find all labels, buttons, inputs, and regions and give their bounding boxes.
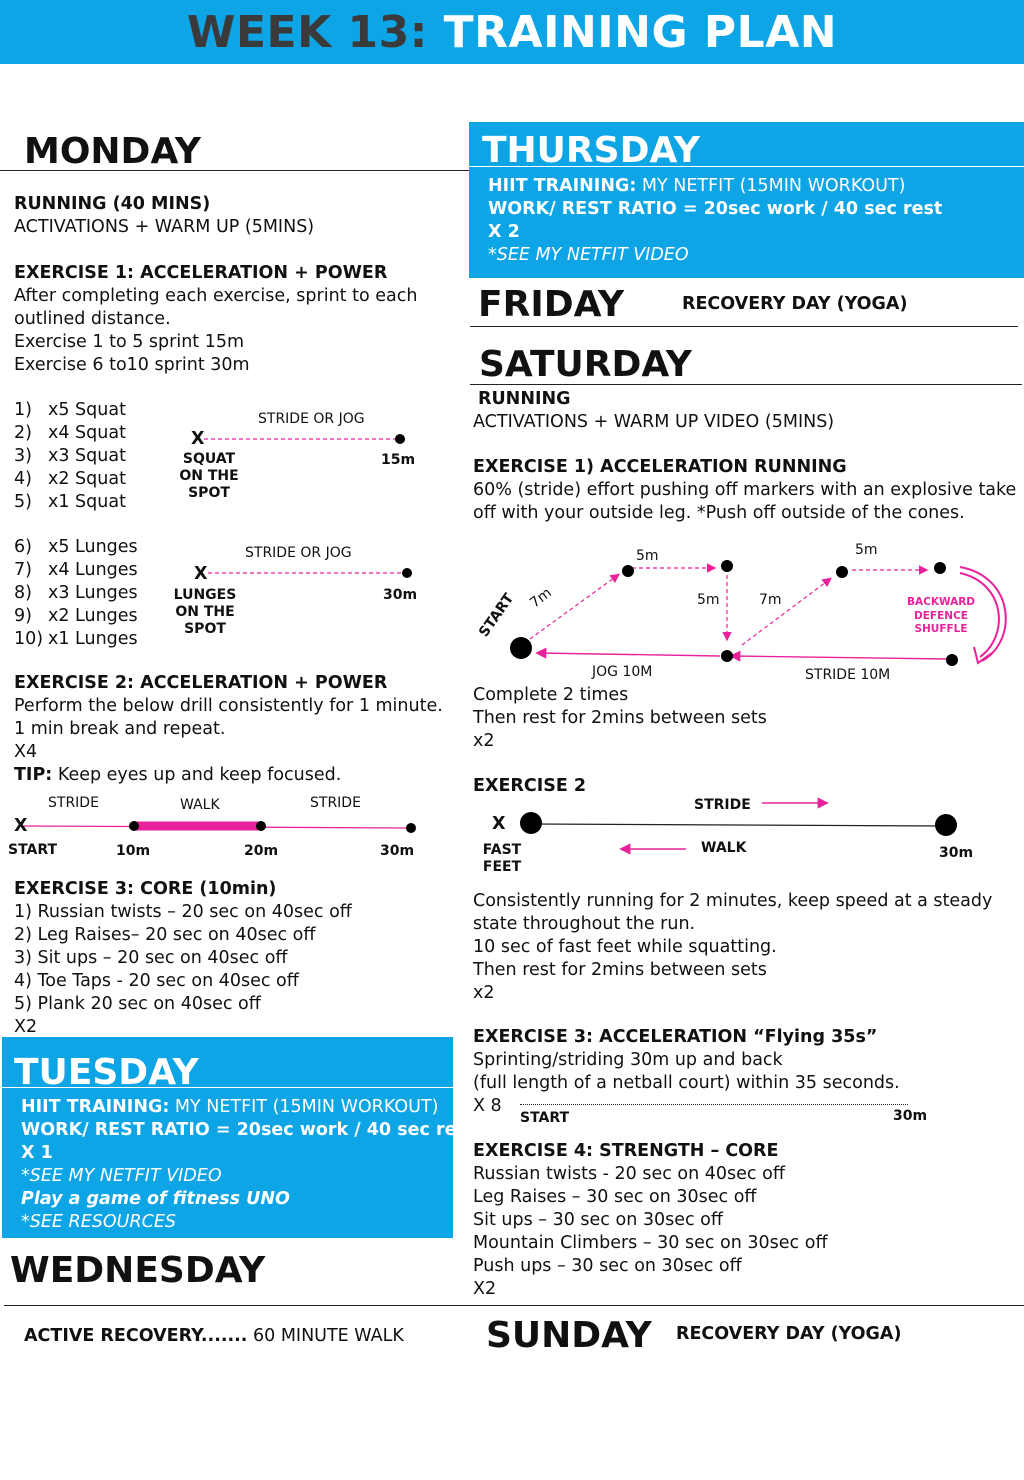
list-item: 1) x5 Squat xyxy=(14,400,126,420)
thursday-rule xyxy=(469,166,1024,167)
ex3-dotted-track xyxy=(520,1104,908,1105)
drill-30m: 30m xyxy=(380,843,415,859)
friday-rule xyxy=(470,326,1018,327)
drill-start: START xyxy=(8,842,58,858)
wednesday-rule xyxy=(4,1305,1024,1306)
lunge-diagram-top: STRIDE OR JOG xyxy=(245,545,352,561)
lunge-diagram-label: LUNGES ON THE SPOT xyxy=(173,587,237,637)
monday-ex1-title: EXERCISE 1: ACCELERATION + POWER xyxy=(14,263,388,283)
accel-shuffle: BACKWARD DEFENCE SHUFFLE xyxy=(906,596,975,635)
accel-start: START xyxy=(476,590,518,641)
saturday-ex2-title: EXERCISE 2 xyxy=(473,776,587,796)
ex2-stride-label: STRIDE xyxy=(694,797,751,813)
text-line: X 8 xyxy=(473,1096,502,1116)
thursday-hiit: HIIT TRAINING: MY NETFIT (15MIN WORKOUT) xyxy=(488,176,906,196)
monday-ex3-title: EXERCISE 3: CORE (10min) xyxy=(14,879,277,899)
monday-ex1-text xyxy=(14,285,417,377)
lunge-diagram-x: X xyxy=(194,564,208,584)
squat-diagram-x: X xyxy=(191,429,205,449)
text-line: Perform the below drill consistently for 1 minute. xyxy=(14,696,443,716)
tuesday-ratio: WORK/ REST RATIO = 20sec work / 40 sec rest xyxy=(21,1120,476,1140)
text-line: 3) Sit ups – 20 sec on 40sec off xyxy=(14,948,288,968)
text-line: state throughout the run. xyxy=(473,914,696,934)
saturday-ex4-text xyxy=(473,1163,828,1301)
saturday-ex1-title: EXERCISE 1) ACCELERATION RUNNING xyxy=(473,457,847,477)
saturday-activations: ACTIVATIONS + WARM UP VIDEO (5MINS) xyxy=(473,412,835,432)
text-line: Exercise 1 to 5 sprint 15m xyxy=(14,332,245,352)
list-item: 10) x1 Lunges xyxy=(14,629,138,649)
ex3-start: START xyxy=(520,1110,570,1126)
ex3-dist: 30m xyxy=(893,1108,928,1124)
monday-ex2-title: EXERCISE 2: ACCELERATION + POWER xyxy=(14,673,388,693)
accel-5m-b: 5m xyxy=(697,592,720,608)
wednesday-recovery: ACTIVE RECOVERY....... 60 MINUTE WALK xyxy=(24,1326,404,1346)
ex2-dist: 30m xyxy=(939,845,974,861)
list-item: 6) x5 Lunges xyxy=(14,537,138,557)
thursday-ratio: WORK/ REST RATIO = 20sec work / 40 sec rest xyxy=(488,199,943,219)
monday-ex3-text xyxy=(14,901,352,1039)
text-line: 60% (stride) effort pushing off markers with an explosive take xyxy=(473,480,1017,500)
drill-10m: 10m xyxy=(116,843,151,859)
accel-7m-a: 7m xyxy=(527,584,555,612)
list-item: 8) x3 Lunges xyxy=(14,583,138,603)
monday-running-label: RUNNING (40 MINS) xyxy=(14,194,211,214)
sunday-title: SUNDAY xyxy=(486,1315,652,1356)
list-item: 7) x4 Lunges xyxy=(14,560,138,580)
drill-track xyxy=(20,818,420,834)
tuesday-title: TUESDAY xyxy=(14,1052,199,1093)
header-title: TRAINING PLAN xyxy=(443,7,838,58)
text-line: Leg Raises – 30 sec on 30sec off xyxy=(473,1187,757,1207)
tuesday-rule xyxy=(2,1087,453,1088)
friday-note: RECOVERY DAY (YOGA) xyxy=(682,294,908,314)
text-line: After completing each exercise, sprint to each xyxy=(14,286,418,306)
text-line: Complete 2 times xyxy=(473,685,629,705)
text-line: X2 xyxy=(473,1279,497,1299)
squat-diagram-dist: 15m xyxy=(381,452,416,468)
text-line: x2 xyxy=(473,983,495,1003)
saturday-title: SATURDAY xyxy=(479,344,692,385)
accel-7m-b: 7m xyxy=(759,592,782,608)
text-line: 4) Toe Taps - 20 sec on 40sec off xyxy=(14,971,299,991)
thursday-see-video: *SEE MY NETFIT VIDEO xyxy=(488,245,689,265)
lunge-diagram-line xyxy=(204,566,416,580)
saturday-ex2-text xyxy=(473,890,992,1005)
accel-jog: JOG 10M xyxy=(592,664,653,680)
thursday-reps: X 2 xyxy=(488,222,520,242)
drill-20m: 20m xyxy=(244,843,279,859)
header-week: WEEK 13: xyxy=(186,7,444,58)
text-line: Exercise 6 to10 sprint 30m xyxy=(14,355,250,375)
drill-x: X xyxy=(14,816,28,836)
saturday-rule xyxy=(470,384,1022,385)
tuesday-reps: X 1 xyxy=(21,1143,53,1163)
list-item: 3) x3 Squat xyxy=(14,446,126,466)
text-line: Consistently running for 2 minutes, keep speed at a steady xyxy=(473,891,993,911)
text-line: off with your outside leg. *Push off outside of the cones. xyxy=(473,503,965,523)
drill-stride-1: STRIDE xyxy=(48,795,99,811)
text-line: 1 min break and repeat. xyxy=(14,719,226,739)
thursday-title: THURSDAY xyxy=(482,130,700,171)
wednesday-title: WEDNESDAY xyxy=(10,1250,266,1291)
text-line: Push ups – 30 sec on 30sec off xyxy=(473,1256,742,1276)
friday-title: FRIDAY xyxy=(478,284,625,325)
saturday-ex3-text xyxy=(473,1049,900,1118)
squat-diagram-label: SQUAT ON THE SPOT xyxy=(179,451,239,501)
squat-list xyxy=(14,399,126,514)
accel-5m-c: 5m xyxy=(855,542,878,558)
tuesday-text xyxy=(21,1096,475,1234)
saturday-ex1-after xyxy=(473,684,767,753)
tuesday-see-video: *SEE MY NETFIT VIDEO xyxy=(21,1166,222,1186)
text-line: 10 sec of fast feet while squatting. xyxy=(473,937,777,957)
text-line: Russian twists - 20 sec on 40sec off xyxy=(473,1164,785,1184)
squat-diagram-top: STRIDE OR JOG xyxy=(258,411,365,427)
monday-title: MONDAY xyxy=(24,131,201,172)
list-item: 5) x1 Squat xyxy=(14,492,126,512)
saturday-ex3-title: EXERCISE 3: ACCELERATION “Flying 35s” xyxy=(473,1027,878,1047)
accel-5m-a: 5m xyxy=(636,548,659,564)
list-item: 4) x2 Squat xyxy=(14,469,126,489)
text-line: Then rest for 2mins between sets xyxy=(473,708,767,728)
monday-activations: ACTIVATIONS + WARM UP (5MINS) xyxy=(14,217,315,237)
tuesday-hiit: HIIT TRAINING: MY NETFIT (15MIN WORKOUT) xyxy=(21,1097,439,1117)
monday-ex2-text xyxy=(14,695,443,787)
saturday-ex1-text xyxy=(473,479,1016,525)
text-line: 5) Plank 20 sec on 40sec off xyxy=(14,994,261,1014)
list-item: 9) x2 Lunges xyxy=(14,606,138,626)
text-line: Then rest for 2mins between sets xyxy=(473,960,767,980)
squat-diagram-line xyxy=(200,432,410,446)
text-line: Mountain Climbers – 30 sec on 30sec off xyxy=(473,1233,828,1253)
text-line: Sit ups – 30 sec on 30sec off xyxy=(473,1210,723,1230)
text-line: Sprinting/striding 30m up and back xyxy=(473,1050,783,1070)
lunge-diagram-dist: 30m xyxy=(383,587,418,603)
list-item: 2) x4 Squat xyxy=(14,423,126,443)
text-line: x2 xyxy=(473,731,495,751)
ex2-fast-feet: FAST FEET xyxy=(482,842,522,875)
text-line: X2 xyxy=(14,1017,38,1037)
ex2-walk-label: WALK xyxy=(701,840,747,856)
text-line: X4 xyxy=(14,742,38,762)
thursday-text xyxy=(488,175,942,267)
sunday-note: RECOVERY DAY (YOGA) xyxy=(676,1324,902,1344)
header-banner xyxy=(0,0,1024,64)
drill-walk: WALK xyxy=(180,797,220,813)
lunge-list xyxy=(14,536,138,651)
ex2-x: X xyxy=(492,814,506,834)
saturday-ex4-title: EXERCISE 4: STRENGTH – CORE xyxy=(473,1141,779,1161)
monday-rule xyxy=(0,170,470,171)
text-line: 2) Leg Raises– 20 sec on 40sec off xyxy=(14,925,316,945)
tuesday-see-resources: *SEE RESOURCES xyxy=(21,1212,176,1232)
text-line: 1) Russian twists – 20 sec on 40sec off xyxy=(14,902,352,922)
text-line: outlined distance. xyxy=(14,309,171,329)
text-line: (full length of a netball court) within 35 seconds. xyxy=(473,1073,900,1093)
drill-stride-2: STRIDE xyxy=(310,795,361,811)
accel-stride: STRIDE 10M xyxy=(805,667,891,683)
saturday-running-label: RUNNING xyxy=(478,389,571,409)
tip-line: TIP: Keep eyes up and keep focused. xyxy=(14,765,342,785)
tuesday-game: Play a game of fitness UNO xyxy=(21,1189,290,1209)
